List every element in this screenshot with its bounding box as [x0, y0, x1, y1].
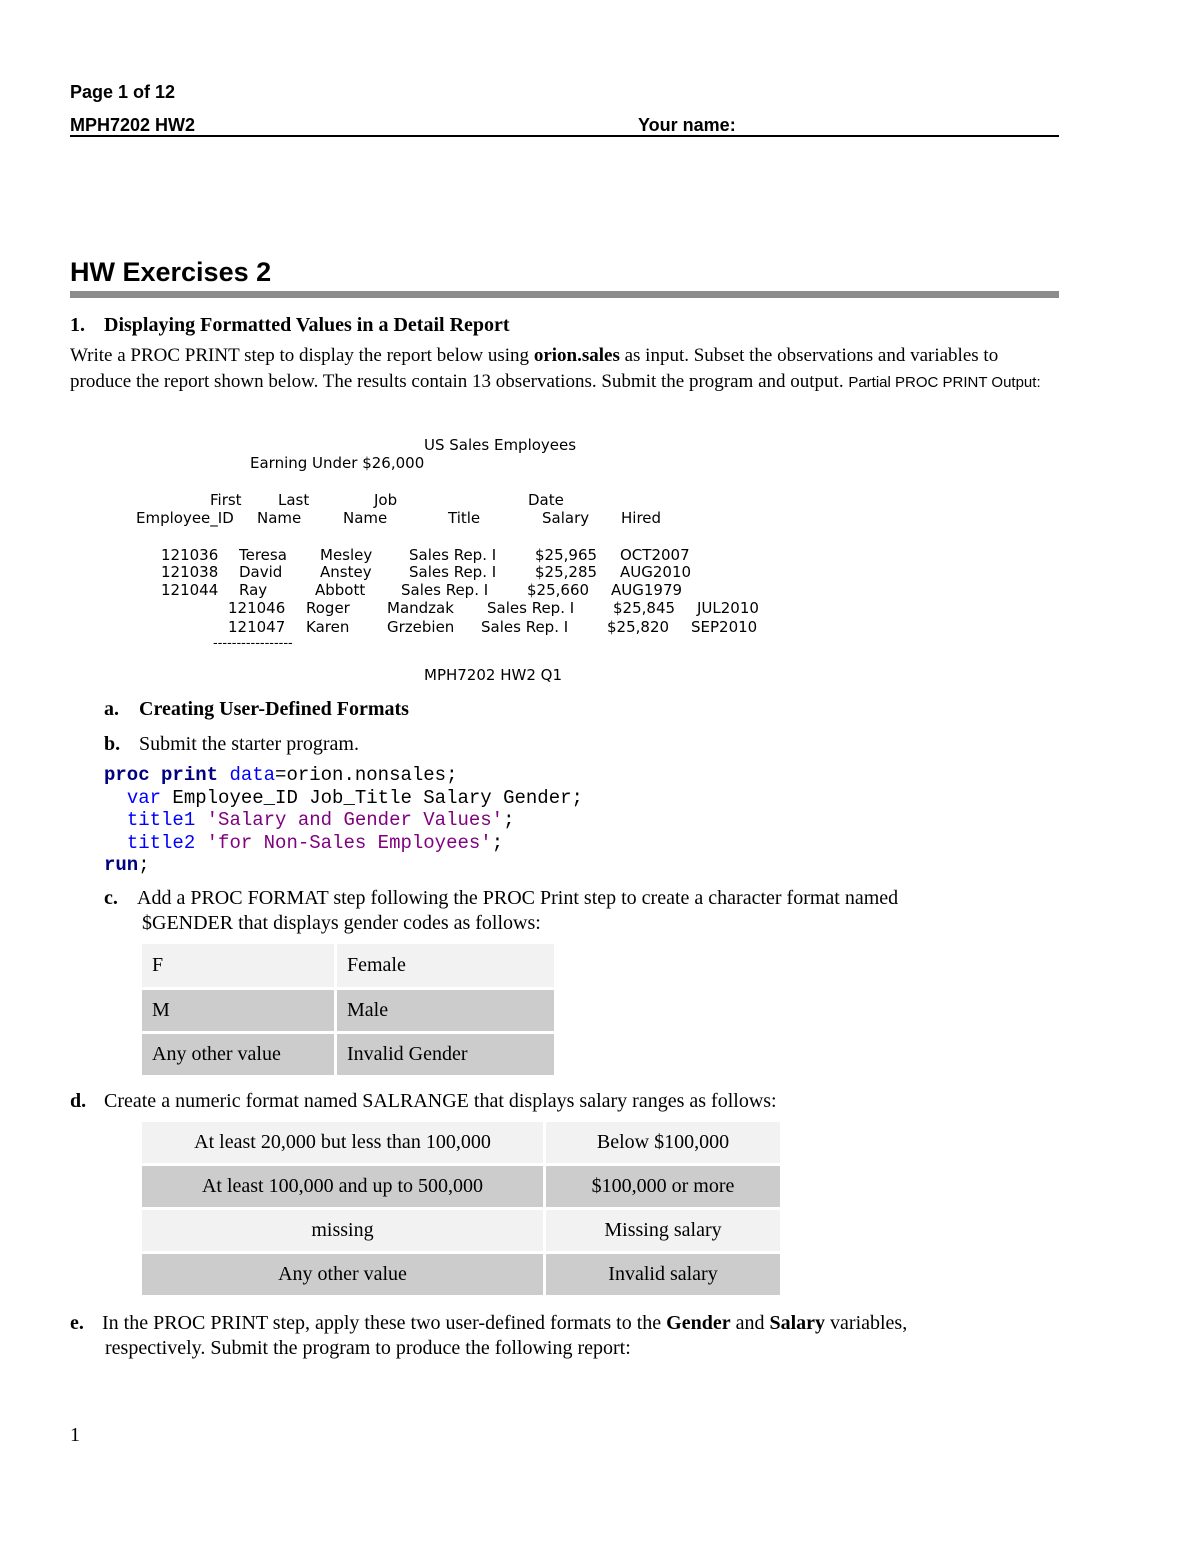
- report-col-header: Hired: [621, 509, 662, 527]
- report-cell: Teresa: [239, 546, 287, 564]
- report-cell: AUG2010: [620, 563, 692, 581]
- dataset-name: orion.sales: [533, 345, 620, 366]
- item-letter-d: d.: [70, 1090, 87, 1112]
- table-row: [142, 1034, 554, 1075]
- code-text: ;: [138, 854, 150, 876]
- report-cell: 121036: [161, 546, 219, 564]
- item-e-text: variables,: [825, 1312, 908, 1334]
- code-text: ;: [491, 831, 504, 854]
- report-cell: Mesley: [320, 546, 373, 564]
- table-cell: Missing salary: [546, 1210, 780, 1251]
- item-letter-c: c.: [104, 887, 118, 909]
- report-cell: $25,660: [527, 581, 590, 599]
- table-cell: missing: [142, 1210, 543, 1251]
- item-c-line1: Add a PROC FORMAT step following the PROC Print step to create a character format named: [137, 887, 899, 909]
- report-cell: Sales Rep. I: [409, 546, 497, 564]
- code-text: ;: [503, 809, 515, 831]
- report-cell: Anstey: [320, 563, 372, 581]
- report-col-header: Name: [343, 509, 388, 527]
- table-cell: F: [142, 944, 334, 987]
- report-cell: 121047: [228, 618, 286, 636]
- report-cell: SEP2010: [691, 618, 758, 636]
- item-c-line2: $GENDER that displays gender codes as follows:: [142, 912, 541, 934]
- report-col-header: Salary: [542, 509, 590, 527]
- salary-format-table: [139, 1119, 783, 1298]
- code-block: [104, 764, 583, 877]
- table-cell: Male: [337, 990, 554, 1031]
- table-row: [142, 1210, 780, 1251]
- item-e-text: and: [730, 1312, 770, 1334]
- report-cell: 121044: [161, 581, 219, 599]
- report-cell: Ray: [239, 581, 268, 599]
- report-cell: Mandzak: [387, 599, 454, 617]
- item-e-line2: respectively. Submit the program to produce the following report:: [105, 1337, 631, 1359]
- item-e-line1: [102, 1312, 907, 1335]
- report-cell: Karen: [306, 618, 350, 636]
- report-cell: Sales Rep. I: [401, 581, 489, 599]
- table-row: [142, 990, 554, 1031]
- table-cell: Any other value: [142, 1254, 543, 1295]
- report-cell: $25,285: [535, 563, 598, 581]
- table-cell: At least 20,000 but less than 100,000: [142, 1122, 543, 1163]
- report-col-header: Last: [278, 491, 310, 509]
- code-keyword: proc print: [104, 764, 219, 786]
- code-keyword: var: [126, 786, 162, 809]
- title-divider: [70, 291, 1059, 298]
- report-col-header: Name: [257, 509, 302, 527]
- item-e-text: In the PROC PRINT step, apply these two user-defined formats to the: [102, 1312, 667, 1334]
- report-cell: Abbott: [315, 581, 366, 599]
- report-cell: Grzebien: [387, 618, 455, 636]
- table-cell: Invalid salary: [546, 1254, 780, 1295]
- table-cell: M: [142, 990, 334, 1031]
- table-row: [142, 1166, 780, 1207]
- report-footnote: MPH7202 HW2 Q1: [424, 666, 562, 684]
- report-cell: Sales Rep. I: [487, 599, 575, 617]
- document-title: HW Exercises 2: [70, 257, 272, 287]
- your-name-label: Your name:: [638, 115, 736, 135]
- report-title-1: US Sales Employees: [424, 436, 577, 454]
- code-string: 'Salary and Gender Values': [206, 809, 504, 831]
- item-a-heading: Creating User-Defined Formats: [139, 698, 409, 720]
- report-cell: $25,965: [535, 546, 598, 564]
- report-cell: David: [239, 563, 283, 581]
- report-cell: Sales Rep. I: [481, 618, 569, 636]
- code-text: =orion.nonsales;: [275, 764, 458, 786]
- report-col-header: Date: [528, 491, 564, 509]
- question-body: [70, 343, 1050, 395]
- report-cell: Sales Rep. I: [409, 563, 497, 581]
- report-title-2: Earning Under $26,000: [250, 454, 425, 472]
- table-cell: At least 100,000 and up to 500,000: [142, 1166, 543, 1207]
- code-keyword: title2: [126, 831, 196, 854]
- code-string: 'for Non-Sales Employees': [206, 831, 492, 854]
- item-d-text: Create a numeric format named SALRANGE that displays salary ranges as follows:: [104, 1090, 777, 1112]
- code-option: data: [229, 764, 276, 786]
- item-letter-a: a.: [104, 698, 119, 720]
- question-number: 1.: [70, 314, 85, 336]
- report-col-header: Title: [448, 509, 481, 527]
- table-cell: Female: [337, 944, 554, 987]
- header-rule: [70, 135, 1059, 137]
- code-keyword: run: [104, 854, 139, 876]
- item-b-text: Submit the starter program.: [139, 733, 359, 755]
- report-cell: $25,820: [607, 618, 670, 636]
- code-keyword: title1: [126, 809, 196, 831]
- report-separator: -----------------: [213, 636, 293, 651]
- variable-salary: Salary: [769, 1312, 826, 1334]
- table-row: [142, 1254, 780, 1295]
- report-col-header: Job: [374, 491, 398, 509]
- report-cell: AUG1979: [611, 581, 683, 599]
- output-caption: Partial PROC PRINT Output:: [848, 373, 1041, 391]
- body-text-1: Write a PROC PRINT step to display the report below using: [70, 345, 534, 366]
- table-row: [142, 1122, 780, 1163]
- item-letter-b: b.: [104, 733, 121, 755]
- table-cell: Invalid Gender: [337, 1034, 554, 1075]
- course-label: MPH7202 HW2: [70, 115, 196, 135]
- report-cell: Roger: [306, 599, 350, 617]
- table-cell: $100,000 or more: [546, 1166, 780, 1207]
- report-cell: $25,845: [613, 599, 676, 617]
- body-text-2: as input. Subset the observations and variables to produce the report shown below. The results contain 13 observations. Submit the program and output.: [70, 345, 999, 392]
- report-cell: 121046: [228, 599, 286, 617]
- report-cell: 121038: [161, 563, 219, 581]
- report-col-header: Employee_ID: [136, 509, 234, 527]
- question-heading: Displaying Formatted Values in a Detail Report: [104, 314, 510, 336]
- report-cell: OCT2007: [620, 546, 690, 564]
- report-col-header: First: [210, 491, 242, 509]
- report-cell: JUL2010: [697, 599, 759, 617]
- table-cell: Any other value: [142, 1034, 334, 1075]
- gender-format-table: [139, 941, 557, 1078]
- item-letter-e: e.: [70, 1312, 84, 1334]
- footer-page-number: 1: [70, 1424, 80, 1446]
- variable-gender: Gender: [666, 1312, 731, 1334]
- code-text: Employee_ID Job_Title Salary Gender;: [161, 786, 583, 809]
- table-cell: Below $100,000: [546, 1122, 780, 1163]
- table-row: [142, 944, 554, 987]
- page-indicator: Page 1 of 12: [70, 82, 176, 102]
